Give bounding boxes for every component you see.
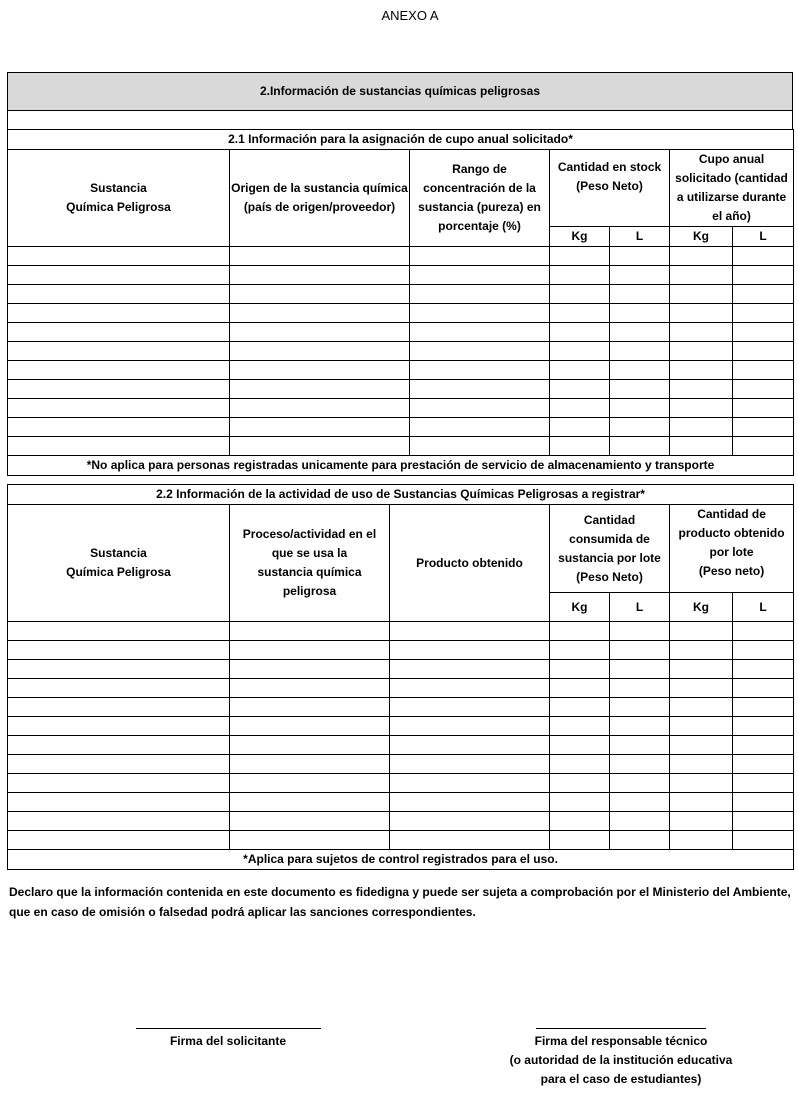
table-cell[interactable]: [550, 641, 610, 660]
header-consumed-l: L: [610, 593, 670, 622]
table-cell[interactable]: [8, 717, 230, 736]
table-cell[interactable]: [550, 793, 610, 812]
table-cell[interactable]: [230, 812, 390, 831]
section-2-blank-row: [8, 111, 793, 130]
table-cell[interactable]: [230, 437, 410, 456]
header-range-line2: concentración de la: [423, 181, 536, 195]
declaration-text: [9, 882, 793, 922]
table-cell[interactable]: [230, 660, 390, 679]
table-cell[interactable]: [670, 774, 733, 793]
table-cell[interactable]: [610, 831, 670, 850]
table-cell[interactable]: [550, 285, 610, 304]
section-2-2-table: [7, 484, 794, 870]
header-consumed-line3: sustancia por lote: [558, 550, 661, 565]
section-2-header-table: [7, 72, 793, 130]
table-cell[interactable]: [610, 361, 670, 380]
table-cell[interactable]: [670, 380, 733, 399]
annex-title: ANEXO A: [381, 8, 439, 23]
table-cell[interactable]: [550, 361, 610, 380]
table-cell[interactable]: [410, 361, 550, 380]
table-cell[interactable]: [410, 342, 550, 361]
section-2-1-table: [7, 129, 794, 476]
table-row: [8, 418, 794, 437]
table-cell[interactable]: [390, 831, 550, 850]
table-cell[interactable]: [610, 285, 670, 304]
table-cell[interactable]: [550, 736, 610, 755]
technical-signature-line2: (o autoridad de la institución educativa: [509, 1053, 733, 1067]
header-substance-2-line1: Sustancia: [90, 546, 147, 560]
table-cell[interactable]: [670, 622, 733, 641]
table-cell[interactable]: [390, 622, 550, 641]
header-substance-2-line2: Química Peligrosa: [66, 565, 171, 579]
table-cell[interactable]: [670, 755, 733, 774]
declaration-line1: Declaro que la información contenida en este documento es fidedigna y puede ser sujeta a comprobación por el Ministerio del Ambiente,: [9, 885, 791, 899]
table-cell[interactable]: [670, 641, 733, 660]
table-cell[interactable]: [733, 380, 794, 399]
table-cell[interactable]: [8, 304, 230, 323]
applicant-signature-label: Firma del solicitante: [169, 1034, 287, 1048]
table-row: [8, 831, 794, 850]
table-cell[interactable]: [610, 755, 670, 774]
table-cell[interactable]: [8, 831, 230, 850]
table-cell[interactable]: [8, 380, 230, 399]
header-annual-quota: [670, 150, 794, 227]
table-row: [8, 679, 794, 698]
table-cell[interactable]: [230, 380, 410, 399]
table-cell[interactable]: [410, 285, 550, 304]
table-cell[interactable]: [390, 755, 550, 774]
header-consumed-line2: consumida de: [569, 531, 650, 546]
table-cell[interactable]: [733, 774, 794, 793]
table-cell[interactable]: [230, 755, 390, 774]
section-2-1-note: *No aplica para personas registradas unicamente para prestación de servicio de almacenamiento y transporte: [8, 456, 794, 476]
table-cell[interactable]: [610, 304, 670, 323]
table-row: [8, 622, 794, 641]
table-cell[interactable]: [8, 622, 230, 641]
table-cell[interactable]: [670, 361, 733, 380]
header-process-line4: peligrosa: [282, 584, 337, 598]
header-range-line4: porcentaje (%): [438, 219, 521, 233]
table-row: [8, 437, 794, 456]
table-cell[interactable]: [733, 247, 794, 266]
table-cell[interactable]: [610, 793, 670, 812]
table-row: [8, 641, 794, 660]
table-cell[interactable]: [8, 266, 230, 285]
header-process-line2: que se usa la: [271, 546, 348, 560]
header-substance-2: [8, 505, 230, 622]
table-cell[interactable]: [610, 399, 670, 418]
table-cell[interactable]: [8, 755, 230, 774]
table-cell[interactable]: [8, 793, 230, 812]
table-cell[interactable]: [390, 793, 550, 812]
table-cell[interactable]: [733, 266, 794, 285]
table-row: [8, 304, 794, 323]
technical-signature-line3: para el caso de estudiantes): [540, 1072, 702, 1086]
table-cell[interactable]: [8, 736, 230, 755]
table-cell[interactable]: [8, 812, 230, 831]
table-cell[interactable]: [8, 323, 230, 342]
table-cell[interactable]: [550, 418, 610, 437]
table-cell[interactable]: [230, 831, 390, 850]
table-cell[interactable]: [733, 831, 794, 850]
table-cell[interactable]: [230, 774, 390, 793]
table-cell[interactable]: [610, 247, 670, 266]
table-cell[interactable]: [230, 641, 390, 660]
technical-signature-line1: Firma del responsable técnico: [534, 1034, 708, 1048]
table-cell[interactable]: [410, 437, 550, 456]
table-row: [8, 736, 794, 755]
table-cell[interactable]: [610, 380, 670, 399]
section-2-1-title: 2.1 Información para la asignación de cupo anual solicitado*: [8, 130, 794, 150]
table-cell[interactable]: [733, 793, 794, 812]
table-cell[interactable]: [733, 437, 794, 456]
table-cell[interactable]: [610, 342, 670, 361]
section-2-2-title: 2.2 Información de la actividad de uso de Sustancias Químicas Peligrosas a registrar*: [8, 485, 794, 505]
table-cell[interactable]: [550, 266, 610, 285]
table-cell[interactable]: [8, 342, 230, 361]
table-cell[interactable]: [733, 660, 794, 679]
table-cell[interactable]: [610, 266, 670, 285]
header-consumed-kg: Kg: [550, 593, 610, 622]
header-quota-line1: Cupo anual: [698, 152, 765, 166]
table-cell[interactable]: [230, 679, 390, 698]
table-cell[interactable]: [390, 774, 550, 793]
table-cell[interactable]: [670, 437, 733, 456]
table-row: [8, 793, 794, 812]
table-cell[interactable]: [670, 399, 733, 418]
table-cell[interactable]: [733, 622, 794, 641]
declaration-line2: que en caso de omisión o falsedad podrá aplicar las sanciones correspondientes.: [9, 905, 476, 919]
table-cell[interactable]: [670, 323, 733, 342]
table-row: [8, 380, 794, 399]
table-cell[interactable]: [230, 698, 390, 717]
table-cell[interactable]: [550, 399, 610, 418]
table-cell[interactable]: [670, 304, 733, 323]
table-cell[interactable]: [410, 266, 550, 285]
table-cell[interactable]: [733, 323, 794, 342]
table-cell[interactable]: [230, 399, 410, 418]
table-cell[interactable]: [550, 660, 610, 679]
table-cell[interactable]: [733, 342, 794, 361]
applicant-signature-line: [136, 1028, 321, 1029]
header-substance: [8, 150, 230, 247]
table-cell[interactable]: [610, 698, 670, 717]
table-cell[interactable]: [610, 323, 670, 342]
table-cell[interactable]: [733, 812, 794, 831]
table-cell[interactable]: [550, 812, 610, 831]
table-cell[interactable]: [550, 304, 610, 323]
header-obtained-l: L: [733, 593, 794, 622]
table-cell[interactable]: [8, 641, 230, 660]
table-cell[interactable]: [733, 641, 794, 660]
table-cell[interactable]: [670, 285, 733, 304]
table-cell[interactable]: [8, 660, 230, 679]
header-consumed: [550, 505, 670, 593]
table-row: [8, 323, 794, 342]
table-row: [8, 774, 794, 793]
table-row: [8, 755, 794, 774]
table-cell[interactable]: [670, 831, 733, 850]
table-cell[interactable]: [230, 342, 410, 361]
table-row: [8, 266, 794, 285]
table-cell[interactable]: [733, 285, 794, 304]
table-row: [8, 717, 794, 736]
section-2-2-rows: [8, 622, 794, 850]
header-stock-line2: (Peso Neto): [576, 179, 643, 193]
header-substance-line2: Química Peligrosa: [66, 200, 171, 214]
table-cell[interactable]: [550, 622, 610, 641]
table-cell[interactable]: [610, 641, 670, 660]
table-cell[interactable]: [733, 679, 794, 698]
table-row: [8, 812, 794, 831]
table-row: [8, 698, 794, 717]
table-cell[interactable]: [550, 679, 610, 698]
table-cell[interactable]: [670, 717, 733, 736]
table-cell[interactable]: [390, 717, 550, 736]
header-obtained-line3: por lote: [709, 545, 754, 559]
table-cell[interactable]: [610, 774, 670, 793]
header-process: [230, 505, 390, 622]
table-cell[interactable]: [8, 698, 230, 717]
table-row: [8, 342, 794, 361]
table-cell[interactable]: [8, 679, 230, 698]
table-cell[interactable]: [670, 698, 733, 717]
table-cell[interactable]: [610, 660, 670, 679]
table-cell[interactable]: [230, 361, 410, 380]
table-cell[interactable]: [410, 304, 550, 323]
table-row: [8, 285, 794, 304]
table-cell[interactable]: [410, 418, 550, 437]
header-range-line3: sustancia (pureza) en: [418, 200, 541, 214]
table-cell[interactable]: [550, 698, 610, 717]
header-process-line3: sustancia química: [257, 565, 362, 579]
table-cell[interactable]: [550, 342, 610, 361]
table-cell[interactable]: [410, 399, 550, 418]
table-cell[interactable]: [410, 323, 550, 342]
header-product: Producto obtenido: [390, 505, 550, 622]
header-obtained: [670, 505, 794, 593]
table-cell[interactable]: [230, 793, 390, 812]
header-stock: [550, 150, 670, 227]
header-origin: [230, 150, 410, 247]
table-cell[interactable]: [550, 380, 610, 399]
table-cell[interactable]: [733, 399, 794, 418]
section-2-1-rows: [8, 247, 794, 456]
table-cell[interactable]: [8, 361, 230, 380]
table-cell[interactable]: [610, 812, 670, 831]
table-cell[interactable]: [670, 342, 733, 361]
table-cell[interactable]: [410, 380, 550, 399]
table-cell[interactable]: [733, 755, 794, 774]
table-cell[interactable]: [230, 304, 410, 323]
header-quota-line4: el año): [712, 209, 751, 223]
header-quota-l: L: [733, 227, 794, 247]
table-cell[interactable]: [610, 679, 670, 698]
header-quota-kg: Kg: [670, 227, 733, 247]
table-row: [8, 247, 794, 266]
technical-signature-line: [536, 1028, 706, 1029]
header-stock-line1: Cantidad en stock: [557, 160, 662, 174]
header-obtained-line2: producto obtenido: [678, 526, 785, 540]
table-cell[interactable]: [8, 774, 230, 793]
table-cell[interactable]: [390, 679, 550, 698]
table-cell[interactable]: [670, 736, 733, 755]
table-cell[interactable]: [610, 717, 670, 736]
table-cell[interactable]: [610, 622, 670, 641]
table-cell[interactable]: [670, 418, 733, 437]
table-cell[interactable]: [670, 266, 733, 285]
table-cell[interactable]: [8, 399, 230, 418]
table-row: [8, 399, 794, 418]
table-row: [8, 660, 794, 679]
header-stock-l: L: [610, 227, 670, 247]
header-obtained-line4: (Peso neto): [698, 564, 765, 578]
table-cell[interactable]: [8, 418, 230, 437]
table-cell[interactable]: [733, 717, 794, 736]
table-cell[interactable]: [550, 247, 610, 266]
table-cell[interactable]: [610, 418, 670, 437]
header-substance-line1: Sustancia: [90, 181, 147, 195]
table-cell[interactable]: [8, 437, 230, 456]
table-cell[interactable]: [550, 717, 610, 736]
table-cell[interactable]: [550, 437, 610, 456]
header-stock-kg: Kg: [550, 227, 610, 247]
table-cell[interactable]: [550, 831, 610, 850]
header-quota-line2: solicitado (cantidad: [675, 171, 788, 185]
table-cell[interactable]: [670, 812, 733, 831]
table-cell[interactable]: [230, 418, 410, 437]
table-cell[interactable]: [390, 736, 550, 755]
table-cell[interactable]: [230, 622, 390, 641]
table-cell[interactable]: [230, 285, 410, 304]
table-cell[interactable]: [230, 736, 390, 755]
table-cell[interactable]: [733, 736, 794, 755]
table-cell[interactable]: [390, 641, 550, 660]
header-obtained-kg: Kg: [670, 593, 733, 622]
table-cell[interactable]: [390, 660, 550, 679]
table-cell[interactable]: [550, 755, 610, 774]
table-cell[interactable]: [670, 660, 733, 679]
table-cell[interactable]: [230, 247, 410, 266]
table-cell[interactable]: [550, 774, 610, 793]
table-cell[interactable]: [610, 437, 670, 456]
table-cell[interactable]: [8, 285, 230, 304]
table-cell[interactable]: [550, 323, 610, 342]
header-concentration-range: [410, 150, 550, 247]
header-process-line1: Proceso/actividad en el: [242, 527, 377, 541]
table-cell[interactable]: [8, 247, 230, 266]
header-consumed-line1: Cantidad: [583, 512, 636, 527]
table-cell[interactable]: [610, 736, 670, 755]
section-2-title: 2.Información de sustancias químicas peligrosas: [8, 73, 793, 111]
table-cell[interactable]: [733, 361, 794, 380]
section-2-2-note: *Aplica para sujetos de control registrados para el uso.: [8, 850, 794, 870]
table-cell[interactable]: [670, 793, 733, 812]
header-range-line1: Rango de: [452, 162, 507, 176]
table-cell[interactable]: [733, 698, 794, 717]
table-cell[interactable]: [670, 247, 733, 266]
table-cell[interactable]: [733, 418, 794, 437]
header-origin-line2: (país de origen/proveedor): [243, 200, 396, 214]
table-cell[interactable]: [230, 717, 390, 736]
table-cell[interactable]: [230, 323, 410, 342]
table-cell[interactable]: [670, 679, 733, 698]
table-cell[interactable]: [410, 247, 550, 266]
table-cell[interactable]: [733, 304, 794, 323]
table-row: [8, 361, 794, 380]
table-cell[interactable]: [390, 812, 550, 831]
header-quota-line3: a utilizarse durante: [676, 190, 787, 204]
technical-signature-label: [481, 1032, 761, 1089]
header-consumed-line4: (Peso Neto): [576, 569, 643, 584]
header-origin-line1: Origen de la sustancia química: [231, 181, 408, 195]
header-obtained-line1: Cantidad de: [697, 507, 766, 521]
table-cell[interactable]: [390, 698, 550, 717]
table-cell[interactable]: [230, 266, 410, 285]
